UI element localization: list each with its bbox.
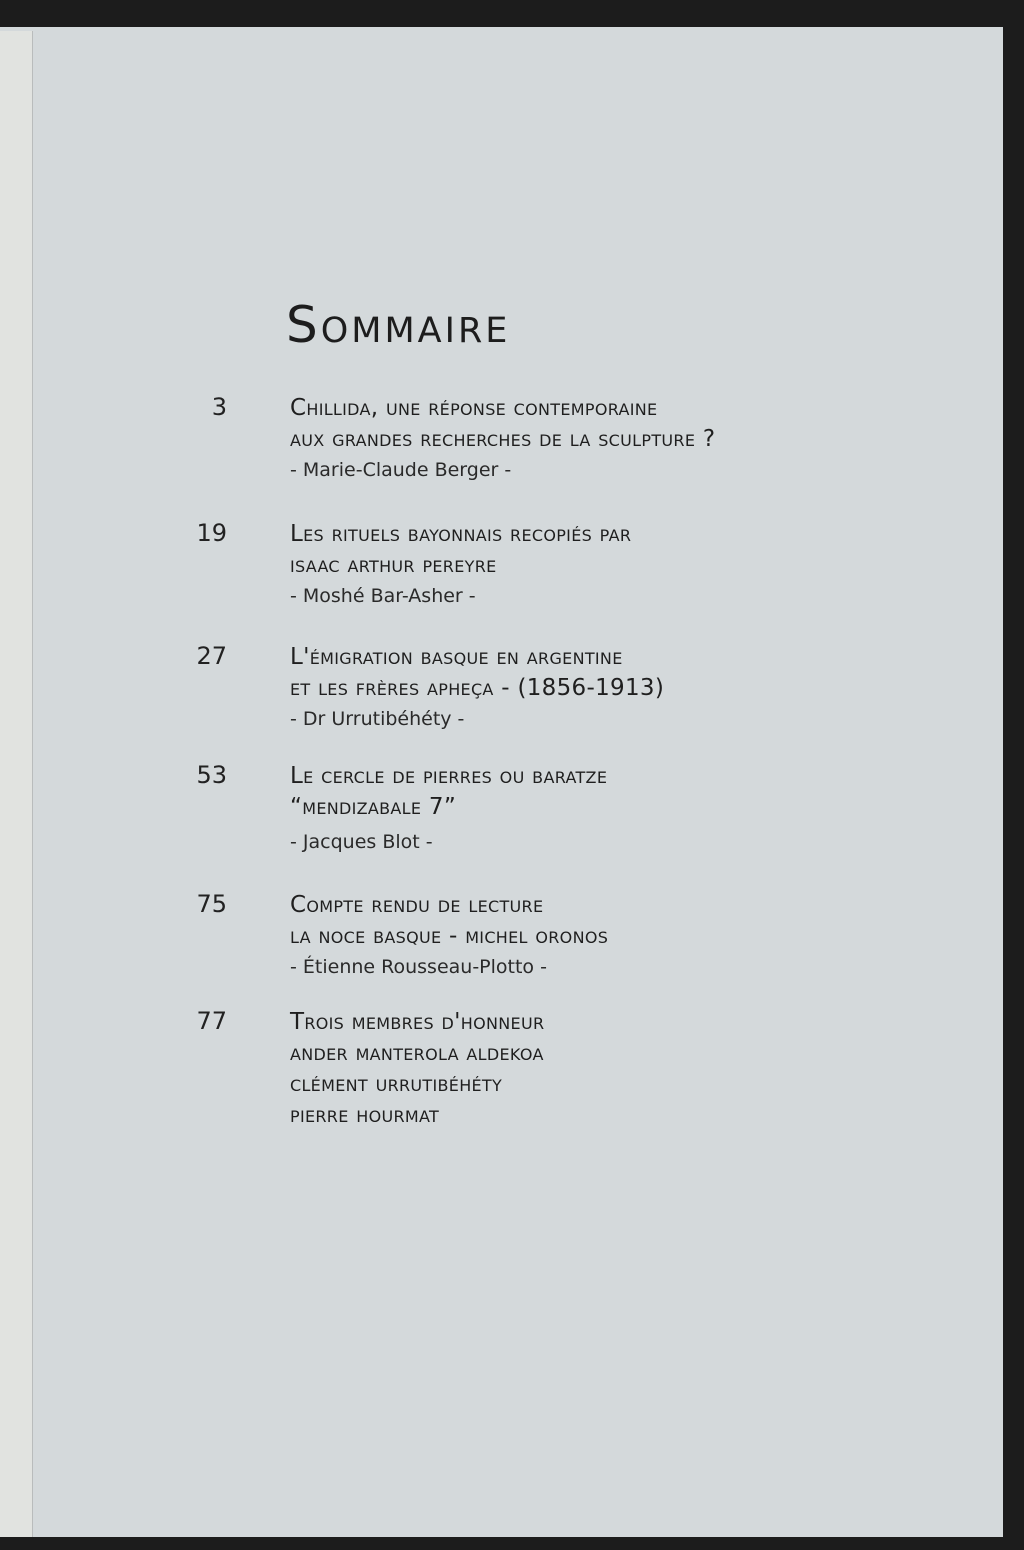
toc-title-line: et les frères apheça - (1856-1913)	[290, 675, 665, 701]
toc-title-line: Trois membres d'honneur	[290, 1009, 545, 1035]
toc-title-line: L'émigration basque en argentine	[290, 644, 623, 670]
toc-author: - Moshé Bar-Asher -	[290, 585, 476, 607]
toc-title-line: “mendizabale 7”	[290, 794, 457, 820]
toc-title-line: ander manterola aldekoa	[290, 1040, 544, 1066]
toc-page-number: 53	[196, 761, 227, 789]
toc-title-line: pierre hourmat	[290, 1102, 440, 1128]
toc-author: - Jacques Blot -	[290, 831, 433, 853]
toc-title-line: aux grandes recherches de la sculpture ?	[290, 426, 716, 452]
toc-title-line: clément urrutibéhéty	[290, 1071, 503, 1097]
toc-title-line: isaac arthur pereyre	[290, 552, 497, 578]
toc-author: - Dr Urrutibéhéty -	[290, 708, 465, 730]
page-title: Sommaire	[286, 296, 511, 354]
toc-author: - Étienne Rousseau-Plotto -	[290, 956, 547, 978]
toc-title-line: Chillida, une réponse contemporaine	[290, 395, 658, 421]
toc-title-line: Compte rendu de lecture	[290, 892, 544, 918]
toc-title-line: Le cercle de pierres ou baratze	[290, 763, 608, 789]
toc-title-line: Les rituels bayonnais recopiés par	[290, 521, 632, 547]
toc-page-number: 27	[196, 642, 227, 670]
toc-page-number: 75	[196, 890, 227, 918]
toc-page-number: 3	[211, 393, 227, 421]
toc-author: - Marie-Claude Berger -	[290, 459, 512, 481]
toc-title-line: la noce basque - michel oronos	[290, 923, 609, 949]
toc-page-number: 77	[196, 1007, 227, 1035]
toc-page-number: 19	[196, 519, 227, 547]
previous-page-edge	[0, 31, 33, 1537]
